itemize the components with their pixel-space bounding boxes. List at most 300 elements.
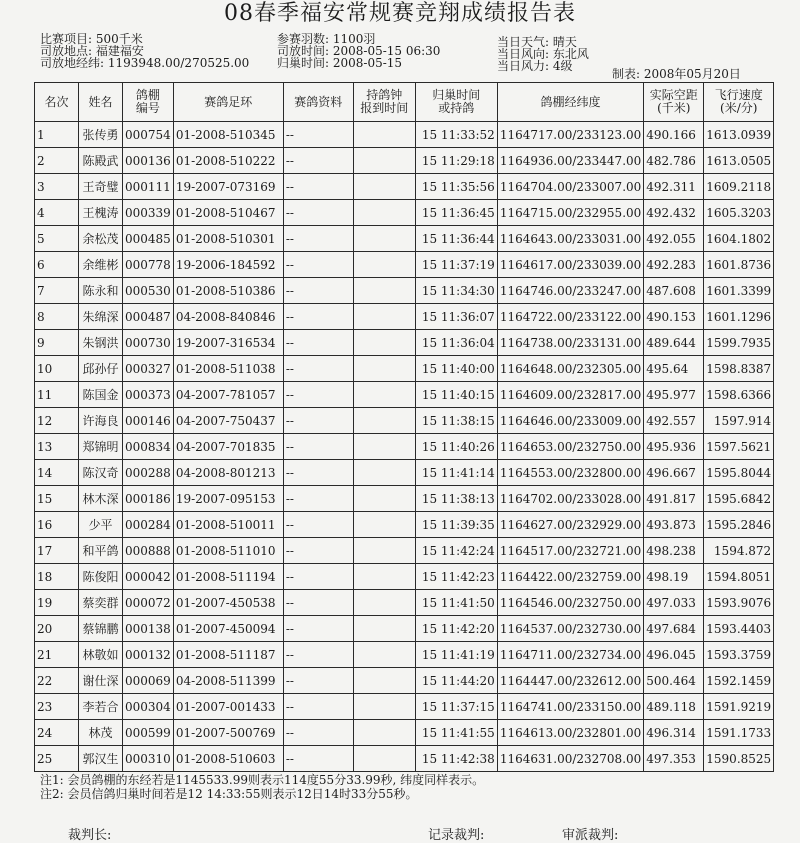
rank-cell: 10 <box>35 356 79 382</box>
distance-cell: 496.314 <box>644 720 704 746</box>
loft-coordinates-cell: 1164722.00/233122.00 <box>497 304 643 330</box>
speed-cell: 1595.6842 <box>704 486 774 512</box>
ring-number-cell: 04-2008-801213 <box>173 460 283 486</box>
pigeon-info-cell: -- <box>283 434 353 460</box>
loft-number-cell: 000599 <box>123 720 174 746</box>
ring-number-cell: 01-2007-450538 <box>173 590 283 616</box>
loft-number-cell: 000754 <box>123 122 174 148</box>
arrival-time-cell: 15 11:41:50 <box>415 590 497 616</box>
loft-coordinates-cell: 1164653.00/232750.00 <box>497 434 643 460</box>
ring-number-cell: 01-2007-450094 <box>173 616 283 642</box>
name-cell: 郭汉生 <box>79 746 123 772</box>
loft-number-cell: 000072 <box>123 590 174 616</box>
speed-cell: 1604.1802 <box>704 226 774 252</box>
table-row <box>35 330 774 356</box>
ring-number-cell: 01-2008-511187 <box>173 642 283 668</box>
loft-number-cell: 000888 <box>123 538 174 564</box>
speed-cell: 1613.0939 <box>704 122 774 148</box>
speed-cell: 1601.3399 <box>704 278 774 304</box>
loft-coordinates-cell: 1164704.00/233007.00 <box>497 174 643 200</box>
distance-cell: 495.977 <box>644 382 704 408</box>
name-cell: 王槐涛 <box>79 200 123 226</box>
name-cell: 陈国金 <box>79 382 123 408</box>
report-title: 08春季福安常规赛竞翔成绩报告表 <box>224 1 576 26</box>
arrival-time-cell: 15 11:37:15 <box>415 694 497 720</box>
loft-coordinates-cell: 1164447.00/232612.00 <box>497 668 643 694</box>
loft-coordinates-cell: 1164627.00/232929.00 <box>497 512 643 538</box>
speed-cell: 1592.1459 <box>704 668 774 694</box>
speed-cell: 1595.8044 <box>704 460 774 486</box>
table-row <box>35 200 774 226</box>
loft-coordinates-cell: 1164546.00/232750.00 <box>497 590 643 616</box>
ring-number-cell: 01-2008-510603 <box>173 746 283 772</box>
table-row <box>35 252 774 278</box>
loft-number-cell: 000132 <box>123 642 174 668</box>
distance-cell: 492.557 <box>644 408 704 434</box>
loft-number-cell: 000136 <box>123 148 174 174</box>
ring-number-cell: 04-2007-750437 <box>173 408 283 434</box>
speed-cell: 1609.2118 <box>704 174 774 200</box>
loft-number-cell: 000288 <box>123 460 174 486</box>
loft-number-cell: 000485 <box>123 226 174 252</box>
rank-cell: 18 <box>35 564 79 590</box>
arrival-time-cell: 15 11:40:00 <box>415 356 497 382</box>
race-info-right <box>497 36 589 72</box>
col-header: 实际空距 (千米) <box>644 83 704 122</box>
name-cell: 王奇璧 <box>79 174 123 200</box>
speed-cell: 1591.1733 <box>704 720 774 746</box>
distance-cell: 492.311 <box>644 174 704 200</box>
table-row <box>35 460 774 486</box>
table-row <box>35 226 774 252</box>
speed-cell: 1597.5621 <box>704 434 774 460</box>
ring-number-cell: 01-2008-511194 <box>173 564 283 590</box>
ring-number-cell: 19-2007-095153 <box>173 486 283 512</box>
table-row <box>35 408 774 434</box>
pigeon-info-cell: -- <box>283 590 353 616</box>
ring-number-cell: 04-2007-781057 <box>173 382 283 408</box>
rank-cell: 25 <box>35 746 79 772</box>
clock-time-cell <box>353 720 415 746</box>
clock-time-cell <box>353 200 415 226</box>
clock-time-cell <box>353 512 415 538</box>
loft-number-cell: 000146 <box>123 408 174 434</box>
loft-number-cell: 000730 <box>123 330 174 356</box>
name-cell: 少平 <box>79 512 123 538</box>
rank-cell: 21 <box>35 642 79 668</box>
arrival-time-cell: 15 11:44:20 <box>415 668 497 694</box>
distance-cell: 497.684 <box>644 616 704 642</box>
ring-number-cell: 19-2006-184592 <box>173 252 283 278</box>
loft-number-cell: 000373 <box>123 382 174 408</box>
pigeon-info-cell: -- <box>283 330 353 356</box>
footnote: 注2: 会员信鸽归巢时间若是12 14:33:55则表示12日14时33分55秒。 <box>40 787 418 801</box>
name-cell: 林茂 <box>79 720 123 746</box>
loft-coordinates-cell: 1164631.00/232708.00 <box>497 746 643 772</box>
table-row <box>35 278 774 304</box>
speed-cell: 1598.6366 <box>704 382 774 408</box>
rank-cell: 13 <box>35 434 79 460</box>
clock-time-cell <box>353 538 415 564</box>
loft-coordinates-cell: 1164648.00/232305.00 <box>497 356 643 382</box>
loft-number-cell: 000304 <box>123 694 174 720</box>
table-row <box>35 434 774 460</box>
name-cell: 许海良 <box>79 408 123 434</box>
loft-coordinates-cell: 1164422.00/232759.00 <box>497 564 643 590</box>
clock-time-cell <box>353 642 415 668</box>
distance-cell: 493.873 <box>644 512 704 538</box>
release-time: 司放时间: 2008-05-15 06:30 <box>277 44 441 58</box>
recording-judge-signature: 记录裁判: <box>428 828 485 843</box>
clock-time-cell <box>353 304 415 330</box>
speed-cell: 1605.3203 <box>704 200 774 226</box>
race-info-left <box>40 33 249 69</box>
name-cell: 陈永和 <box>79 278 123 304</box>
arrival-time-cell: 15 11:36:07 <box>415 304 497 330</box>
distance-cell: 496.667 <box>644 460 704 486</box>
ring-number-cell: 01-2007-500769 <box>173 720 283 746</box>
loft-number-cell: 000530 <box>123 278 174 304</box>
review-judge-signature: 审派裁判: <box>562 828 619 843</box>
arrival-time-cell: 15 11:36:45 <box>415 200 497 226</box>
rank-cell: 19 <box>35 590 79 616</box>
speed-cell: 1591.9219 <box>704 694 774 720</box>
release-location: 司放地点: 福建福安 <box>40 44 144 58</box>
footnote: 注1: 会员鸽棚的东经若是1145533.99则表示114度55分33.99秒, 纬度同样表示。 <box>40 773 485 787</box>
made-date: 制表: 2008年05月20日 <box>612 67 741 81</box>
pigeon-info-cell: -- <box>283 148 353 174</box>
table-row <box>35 564 774 590</box>
name-cell: 余维彬 <box>79 252 123 278</box>
pigeon-info-cell: -- <box>283 304 353 330</box>
table-row <box>35 122 774 148</box>
loft-coordinates-cell: 1164553.00/232800.00 <box>497 460 643 486</box>
rank-cell: 24 <box>35 720 79 746</box>
loft-coordinates-cell: 1164702.00/233028.00 <box>497 486 643 512</box>
ring-number-cell: 01-2008-510301 <box>173 226 283 252</box>
arrival-time-cell: 15 11:42:24 <box>415 538 497 564</box>
table-row <box>35 512 774 538</box>
distance-cell: 482.786 <box>644 148 704 174</box>
loft-number-cell: 000284 <box>123 512 174 538</box>
weather: 当日天气: 晴天 <box>497 35 577 49</box>
ring-number-cell: 01-2008-510345 <box>173 122 283 148</box>
distance-cell: 492.432 <box>644 200 704 226</box>
table-row <box>35 148 774 174</box>
table-row <box>35 304 774 330</box>
pigeon-info-cell: -- <box>283 226 353 252</box>
name-cell: 邱孙仔 <box>79 356 123 382</box>
ring-number-cell: 04-2008-840846 <box>173 304 283 330</box>
distance-cell: 492.055 <box>644 226 704 252</box>
clock-time-cell <box>353 616 415 642</box>
speed-cell: 1594.872 <box>704 538 774 564</box>
distance-cell: 498.238 <box>644 538 704 564</box>
pigeon-info-cell: -- <box>283 356 353 382</box>
distance-cell: 498.19 <box>644 564 704 590</box>
arrival-time-cell: 15 11:36:04 <box>415 330 497 356</box>
clock-time-cell <box>353 694 415 720</box>
col-header: 名次 <box>35 83 79 122</box>
rank-cell: 1 <box>35 122 79 148</box>
rank-cell: 4 <box>35 200 79 226</box>
arrival-time-cell: 15 11:40:15 <box>415 382 497 408</box>
arrival-time-cell: 15 11:37:19 <box>415 252 497 278</box>
clock-time-cell <box>353 174 415 200</box>
name-cell: 陈汉奇 <box>79 460 123 486</box>
col-header: 鸽棚经纬度 <box>497 83 643 122</box>
table-row <box>35 538 774 564</box>
results-table <box>34 82 774 772</box>
return-time: 归巢时间: 2008-05-15 <box>277 56 403 70</box>
pigeon-info-cell: -- <box>283 720 353 746</box>
speed-cell: 1590.8525 <box>704 746 774 772</box>
col-header: 赛鸽足环 <box>173 83 283 122</box>
ring-number-cell: 01-2008-511038 <box>173 356 283 382</box>
loft-coordinates-cell: 1164537.00/232730.00 <box>497 616 643 642</box>
rank-cell: 2 <box>35 148 79 174</box>
clock-time-cell <box>353 382 415 408</box>
table-row <box>35 356 774 382</box>
name-cell: 林敬如 <box>79 642 123 668</box>
table-row <box>35 720 774 746</box>
speed-cell: 1599.7935 <box>704 330 774 356</box>
table-row <box>35 694 774 720</box>
chief-judge-signature: 裁判长: <box>68 828 112 843</box>
distance-cell: 497.033 <box>644 590 704 616</box>
loft-coordinates-cell: 1164609.00/232817.00 <box>497 382 643 408</box>
ring-number-cell: 04-2008-511399 <box>173 668 283 694</box>
arrival-time-cell: 15 11:42:23 <box>415 564 497 590</box>
pigeon-info-cell: -- <box>283 694 353 720</box>
arrival-time-cell: 15 11:39:35 <box>415 512 497 538</box>
name-cell: 谢仕深 <box>79 668 123 694</box>
distance-cell: 495.64 <box>644 356 704 382</box>
pigeon-info-cell: -- <box>283 564 353 590</box>
col-header: 飞行速度 (米/分) <box>704 83 774 122</box>
ring-number-cell: 01-2007-001433 <box>173 694 283 720</box>
pigeon-info-cell: -- <box>283 538 353 564</box>
rank-cell: 23 <box>35 694 79 720</box>
clock-time-cell <box>353 226 415 252</box>
col-header: 鸽棚 编号 <box>123 83 174 122</box>
loft-coordinates-cell: 1164646.00/233009.00 <box>497 408 643 434</box>
arrival-time-cell: 15 11:35:56 <box>415 174 497 200</box>
rank-cell: 8 <box>35 304 79 330</box>
distance-cell: 495.936 <box>644 434 704 460</box>
rank-cell: 11 <box>35 382 79 408</box>
loft-number-cell: 000339 <box>123 200 174 226</box>
distance-cell: 496.045 <box>644 642 704 668</box>
arrival-time-cell: 15 11:33:52 <box>415 122 497 148</box>
arrival-time-cell: 15 11:38:15 <box>415 408 497 434</box>
rank-cell: 6 <box>35 252 79 278</box>
clock-time-cell <box>353 356 415 382</box>
rank-cell: 5 <box>35 226 79 252</box>
name-cell: 和平鸽 <box>79 538 123 564</box>
pigeon-info-cell: -- <box>283 382 353 408</box>
name-cell: 朱钢洪 <box>79 330 123 356</box>
name-cell: 林木深 <box>79 486 123 512</box>
ring-number-cell: 01-2008-510222 <box>173 148 283 174</box>
rank-cell: 15 <box>35 486 79 512</box>
pigeon-info-cell: -- <box>283 200 353 226</box>
release-coordinates: 司放地经纬: 1193948.00/270525.00 <box>40 56 250 70</box>
ring-number-cell: 04-2007-701835 <box>173 434 283 460</box>
clock-time-cell <box>353 460 415 486</box>
arrival-time-cell: 15 11:41:55 <box>415 720 497 746</box>
rank-cell: 7 <box>35 278 79 304</box>
clock-time-cell <box>353 122 415 148</box>
loft-coordinates-cell: 1164738.00/233131.00 <box>497 330 643 356</box>
footnotes <box>40 773 484 801</box>
rank-cell: 17 <box>35 538 79 564</box>
arrival-time-cell: 15 11:41:14 <box>415 460 497 486</box>
col-header: 归巢时间 或持鸽 <box>415 83 497 122</box>
speed-cell: 1595.2846 <box>704 512 774 538</box>
pigeon-info-cell: -- <box>283 486 353 512</box>
loft-number-cell: 000042 <box>123 564 174 590</box>
table-row <box>35 486 774 512</box>
pigeon-info-cell: -- <box>283 668 353 694</box>
clock-time-cell <box>353 668 415 694</box>
loft-coordinates-cell: 1164936.00/233447.00 <box>497 148 643 174</box>
distance-cell: 490.166 <box>644 122 704 148</box>
arrival-time-cell: 15 11:29:18 <box>415 148 497 174</box>
name-cell: 蔡奕群 <box>79 590 123 616</box>
loft-coordinates-cell: 1164643.00/233031.00 <box>497 226 643 252</box>
rank-cell: 20 <box>35 616 79 642</box>
distance-cell: 489.118 <box>644 694 704 720</box>
clock-time-cell <box>353 590 415 616</box>
name-cell: 蔡锦鹏 <box>79 616 123 642</box>
arrival-time-cell: 15 11:36:44 <box>415 226 497 252</box>
rank-cell: 14 <box>35 460 79 486</box>
rank-cell: 9 <box>35 330 79 356</box>
name-cell: 陈俊阳 <box>79 564 123 590</box>
ring-number-cell: 19-2007-073169 <box>173 174 283 200</box>
pigeon-info-cell: -- <box>283 174 353 200</box>
loft-coordinates-cell: 1164715.00/232955.00 <box>497 200 643 226</box>
entry-count: 参赛羽数: 1100羽 <box>277 32 376 46</box>
loft-coordinates-cell: 1164741.00/233150.00 <box>497 694 643 720</box>
pigeon-info-cell: -- <box>283 512 353 538</box>
arrival-time-cell: 15 11:34:30 <box>415 278 497 304</box>
loft-number-cell: 000778 <box>123 252 174 278</box>
col-header: 赛鸽资料 <box>283 83 353 122</box>
arrival-time-cell: 15 11:41:19 <box>415 642 497 668</box>
table-row <box>35 616 774 642</box>
rank-cell: 3 <box>35 174 79 200</box>
clock-time-cell <box>353 434 415 460</box>
table-row <box>35 590 774 616</box>
loft-coordinates-cell: 1164517.00/232721.00 <box>497 538 643 564</box>
name-cell: 李若合 <box>79 694 123 720</box>
pigeon-info-cell: -- <box>283 252 353 278</box>
clock-time-cell <box>353 252 415 278</box>
speed-cell: 1597.914 <box>704 408 774 434</box>
clock-time-cell <box>353 746 415 772</box>
distance-cell: 500.464 <box>644 668 704 694</box>
wind-force: 当日风力: 4级 <box>497 59 573 73</box>
loft-coordinates-cell: 1164717.00/233123.00 <box>497 122 643 148</box>
name-cell: 陈殿武 <box>79 148 123 174</box>
loft-coordinates-cell: 1164613.00/232801.00 <box>497 720 643 746</box>
clock-time-cell <box>353 564 415 590</box>
loft-coordinates-cell: 1164711.00/232734.00 <box>497 642 643 668</box>
speed-cell: 1613.0505 <box>704 148 774 174</box>
clock-time-cell <box>353 486 415 512</box>
loft-coordinates-cell: 1164617.00/233039.00 <box>497 252 643 278</box>
table-row <box>35 668 774 694</box>
pigeon-info-cell: -- <box>283 122 353 148</box>
ring-number-cell: 19-2007-316534 <box>173 330 283 356</box>
arrival-time-cell: 15 11:42:20 <box>415 616 497 642</box>
loft-number-cell: 000487 <box>123 304 174 330</box>
table-row <box>35 382 774 408</box>
distance-cell: 497.353 <box>644 746 704 772</box>
ring-number-cell: 01-2008-510011 <box>173 512 283 538</box>
loft-number-cell: 000186 <box>123 486 174 512</box>
ring-number-cell: 01-2008-510386 <box>173 278 283 304</box>
race-item: 比赛项目: 500千米 <box>40 32 143 46</box>
speed-cell: 1601.1296 <box>704 304 774 330</box>
col-header: 持鸽钟 报到时间 <box>353 83 415 122</box>
clock-time-cell <box>353 330 415 356</box>
name-cell: 朱绵深 <box>79 304 123 330</box>
arrival-time-cell: 15 11:40:26 <box>415 434 497 460</box>
table-header-row <box>35 83 774 122</box>
speed-cell: 1594.8051 <box>704 564 774 590</box>
name-cell: 郑锦明 <box>79 434 123 460</box>
distance-cell: 487.608 <box>644 278 704 304</box>
ring-number-cell: 01-2008-510467 <box>173 200 283 226</box>
rank-cell: 22 <box>35 668 79 694</box>
pigeon-info-cell: -- <box>283 278 353 304</box>
pigeon-info-cell: -- <box>283 642 353 668</box>
loft-number-cell: 000310 <box>123 746 174 772</box>
race-info-middle <box>277 33 440 69</box>
distance-cell: 491.817 <box>644 486 704 512</box>
name-cell: 余松茂 <box>79 226 123 252</box>
table-row <box>35 174 774 200</box>
distance-cell: 492.283 <box>644 252 704 278</box>
loft-number-cell: 000069 <box>123 668 174 694</box>
table-row <box>35 746 774 772</box>
loft-number-cell: 000834 <box>123 434 174 460</box>
speed-cell: 1601.8736 <box>704 252 774 278</box>
arrival-time-cell: 15 11:42:38 <box>415 746 497 772</box>
clock-time-cell <box>353 278 415 304</box>
table-row <box>35 642 774 668</box>
pigeon-info-cell: -- <box>283 460 353 486</box>
distance-cell: 489.644 <box>644 330 704 356</box>
speed-cell: 1593.4403 <box>704 616 774 642</box>
name-cell: 张传勇 <box>79 122 123 148</box>
rank-cell: 16 <box>35 512 79 538</box>
distance-cell: 490.153 <box>644 304 704 330</box>
loft-number-cell: 000327 <box>123 356 174 382</box>
loft-number-cell: 000111 <box>123 174 174 200</box>
arrival-time-cell: 15 11:38:13 <box>415 486 497 512</box>
pigeon-info-cell: -- <box>283 408 353 434</box>
clock-time-cell <box>353 408 415 434</box>
col-header: 姓名 <box>79 83 123 122</box>
pigeon-info-cell: -- <box>283 616 353 642</box>
speed-cell: 1598.8387 <box>704 356 774 382</box>
loft-coordinates-cell: 1164746.00/233247.00 <box>497 278 643 304</box>
clock-time-cell <box>353 148 415 174</box>
